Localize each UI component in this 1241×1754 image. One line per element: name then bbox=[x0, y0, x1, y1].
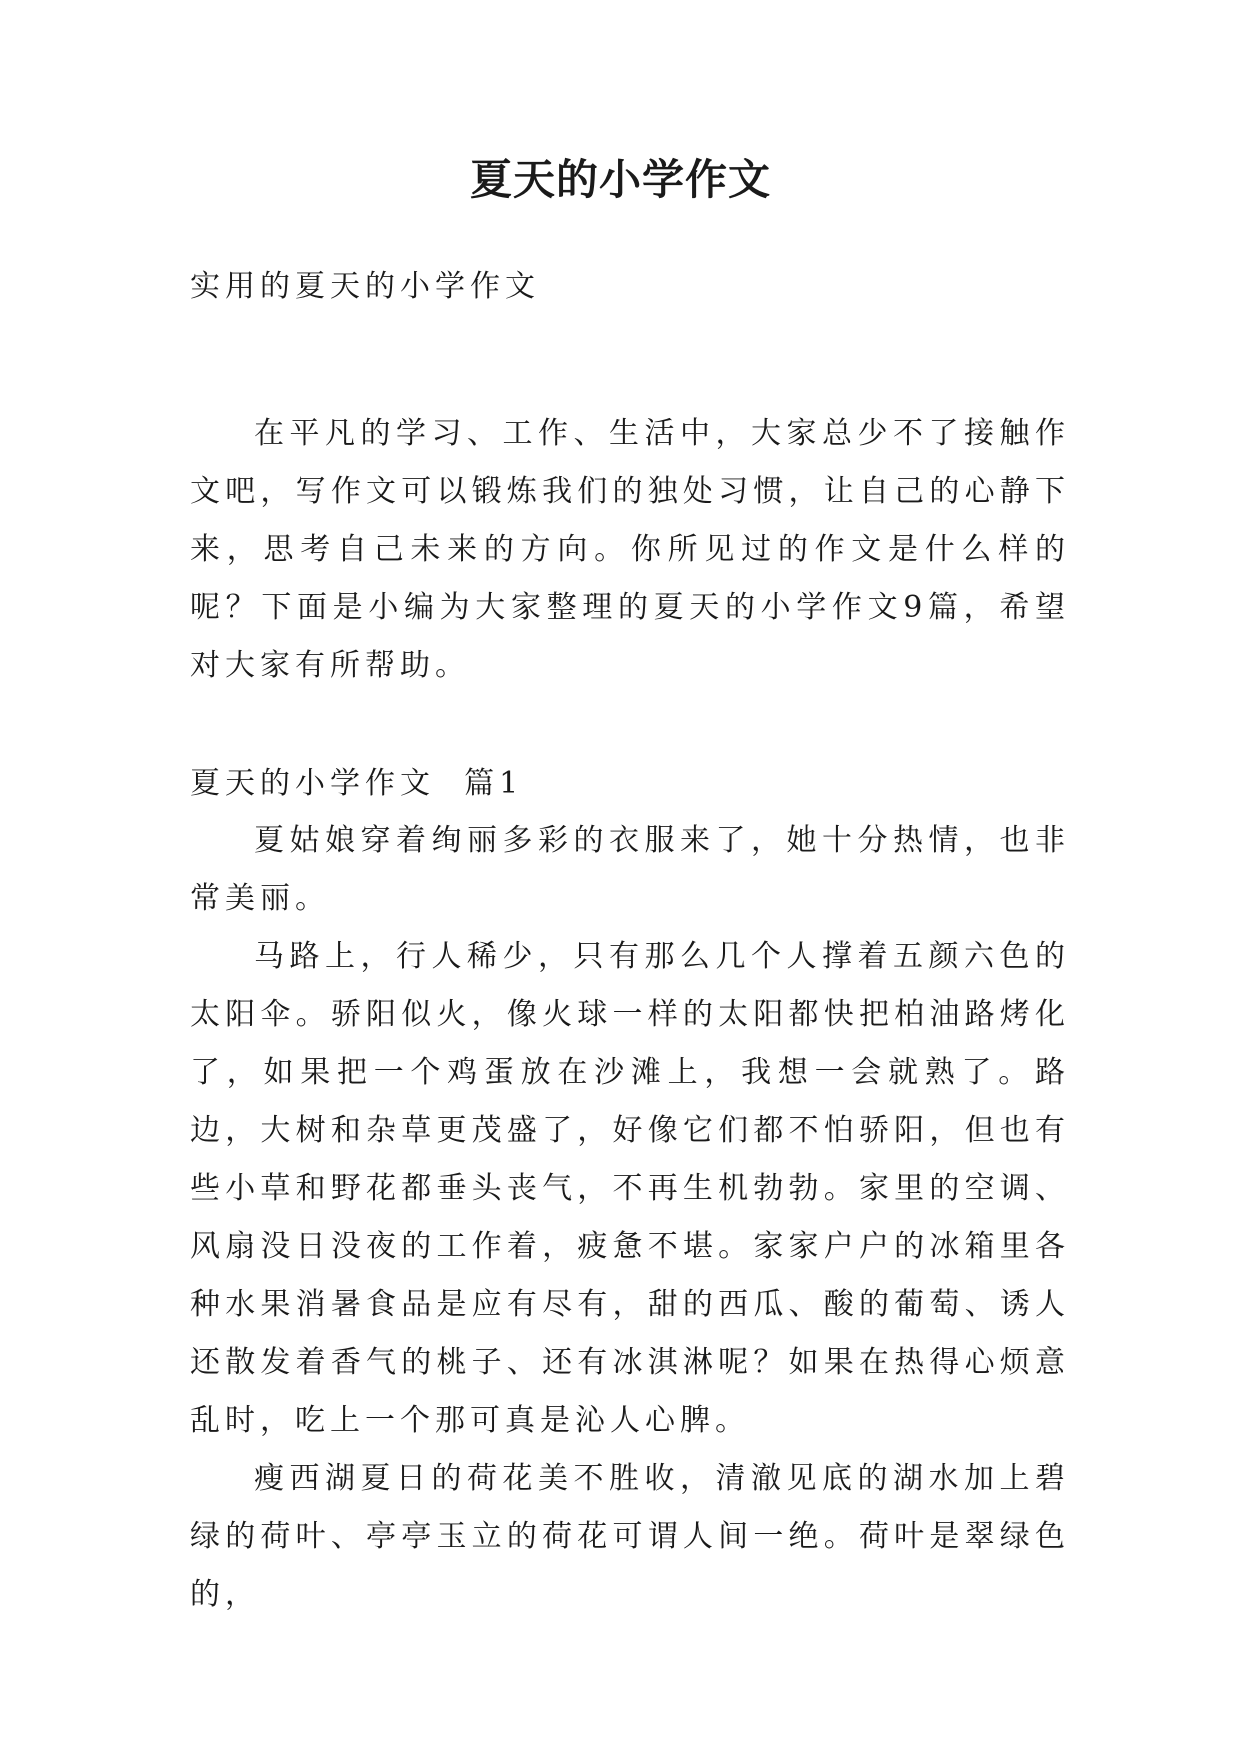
body-paragraph-3: 瘦西湖夏日的荷花美不胜收，清澈见底的湖水加上碧绿的荷叶、亭亭玉立的荷花可谓人间一绝。荷叶是翠绿色的， bbox=[190, 1461, 1070, 1612]
document-title: 夏天的小学作文 bbox=[469, 155, 771, 204]
body-paragraph-2: 马路上，行人稀少，只有那么几个人撑着五颜六色的太阳伞。骄阳似火，像火球一样的太阳都快把柏油路烤化了，如果把一个鸡蛋放在沙滩上，我想一会就熟了。路边，大树和杂草更茂盛了，好像它们都不怕骄阳，但也有些小草和野花都垂头丧气，不再生机勃勃。家里的空调、风扇没日没夜的工作着，疲惫不堪。家家户户的冰箱里各种水果消暑食品是应有尽有，甜的西瓜、酸的葡萄、诱人还散发着香气的桃子、还有冰淇淋呢？如果在热得心烦意乱时，吃上一个那可真是沁人心脾。 bbox=[190, 939, 1070, 1438]
document-subtitle: 实用的夏天的小学作文 bbox=[190, 269, 540, 304]
section-heading: 夏天的小学作文 篇1 bbox=[190, 766, 524, 801]
body-paragraph-1: 夏姑娘穿着绚丽多彩的衣服来了，她十分热情，也非常美丽。 bbox=[190, 823, 1070, 916]
intro-paragraph: 在平凡的学习、工作、生活中，大家总少不了接触作文吧，写作文可以锻炼我们的独处习惯，让自己的心静下来，思考自己未来的方向。你所见过的作文是什么样的呢？下面是小编为大家整理的夏天的小学作文9篇，希望对大家有所帮助。 bbox=[190, 416, 1070, 683]
